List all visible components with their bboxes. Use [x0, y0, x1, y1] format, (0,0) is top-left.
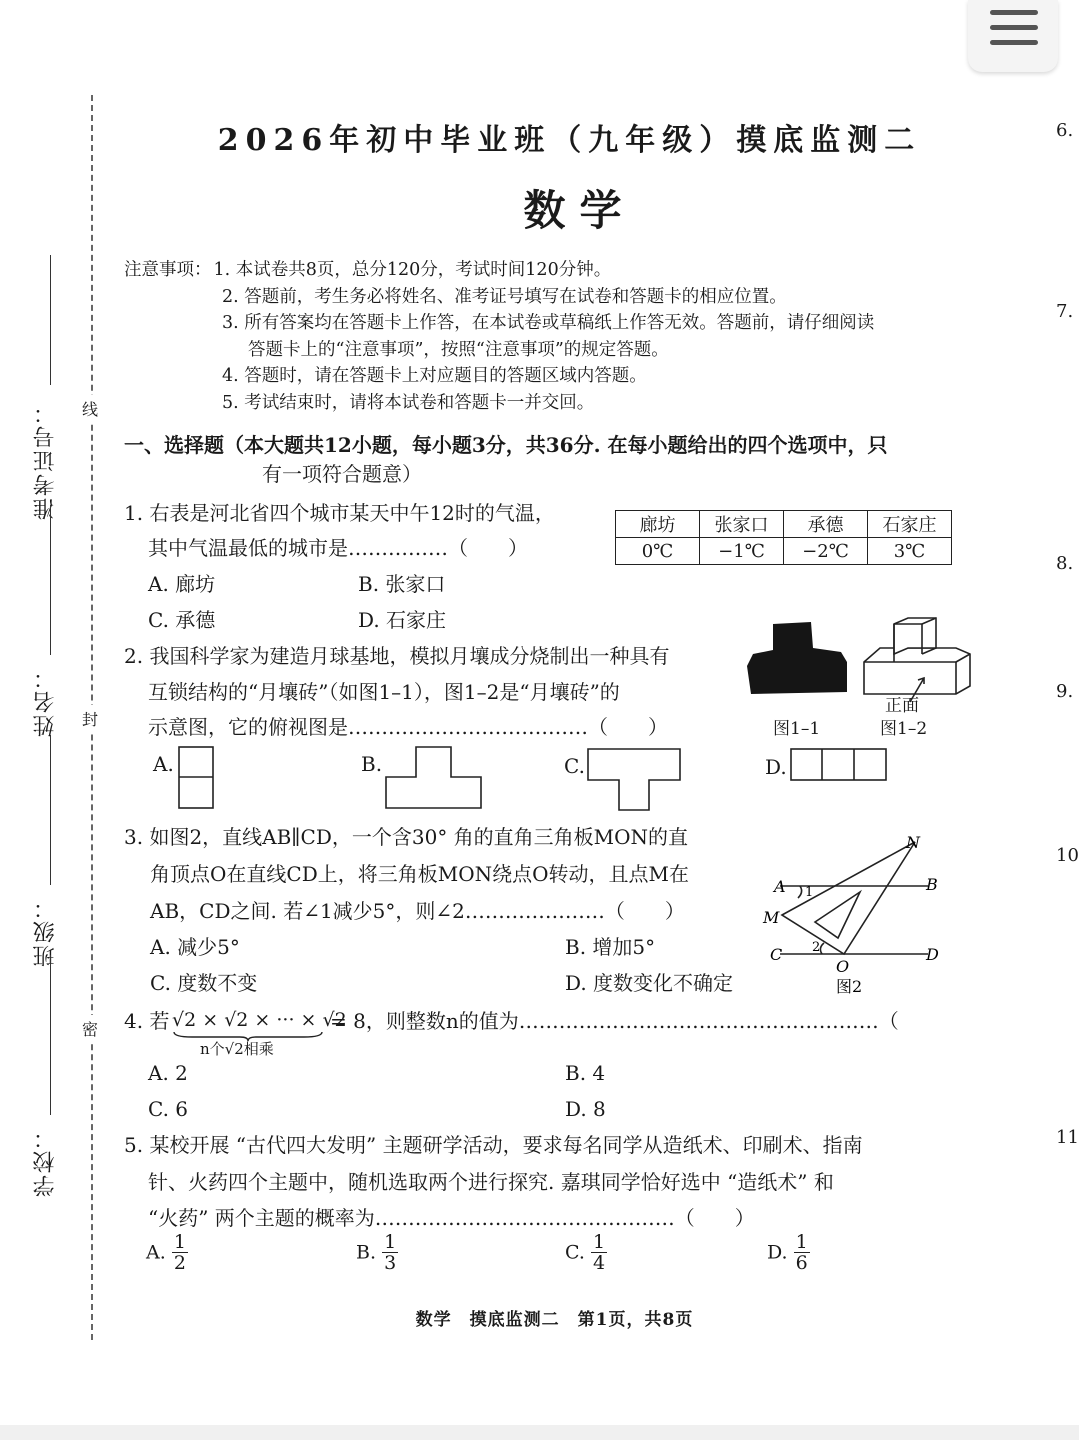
- next-page-number: 6.: [1056, 120, 1074, 141]
- next-page-number: 7.: [1056, 301, 1074, 322]
- binding-label-exam-id: 准考证号：: [33, 400, 58, 520]
- q4-equation: = 8，则整数n的值为………………………………………………（: [330, 1009, 899, 1033]
- angle-label: 2: [812, 940, 821, 955]
- note-item: 3. 所有答案均在答题卡上作答，在本试卷或草稿纸上作答无效。答题前，请仔细阅读: [222, 313, 875, 333]
- binding-rule: [50, 955, 51, 1115]
- point-label: O: [836, 957, 850, 976]
- q1-stem: 其中气温最低的城市是……………（ ）: [148, 536, 528, 560]
- next-page-number: 11: [1056, 1127, 1079, 1148]
- subject-title: 数学: [523, 186, 636, 235]
- q5-option-c: [565, 1232, 607, 1273]
- q4-option-b: B. 4: [565, 1061, 606, 1085]
- fig-1-1-caption: 图1–1: [773, 719, 821, 739]
- q5-stem: “火药” 两个主题的概率为………………………………………（ ）: [148, 1206, 755, 1230]
- q1-option-c: C. 承德: [148, 608, 216, 632]
- fig-1-2-caption: 图1–2: [880, 719, 928, 739]
- menu-bar: [990, 40, 1038, 45]
- point-label: C: [770, 945, 783, 964]
- table-cell: −2℃: [784, 538, 868, 565]
- temperature-table: [615, 510, 952, 565]
- q4-option-a: A. 2: [148, 1061, 188, 1085]
- q2-option-a-figure: [178, 746, 216, 810]
- menu-bar: [990, 25, 1038, 30]
- q4-prefix: 4. 若: [124, 1009, 170, 1033]
- note-item: 2. 答题前，考生务必将姓名、准考证号填写在试卷和答题卡的相应位置。: [222, 286, 787, 307]
- menu-bar: [990, 10, 1038, 15]
- section-heading: 一、选择题（本大题共12小题，每小题3分，共36分. 在每小题给出的四个选项中，只: [124, 433, 888, 457]
- note-item: 1. 本试卷共8页，总分120分，考试时间120分钟。: [213, 260, 612, 280]
- seal-mark: 密: [82, 1015, 98, 1042]
- denominator: 4: [592, 1252, 606, 1274]
- point-label: D: [926, 945, 939, 964]
- figure-caption: 图2: [836, 977, 863, 996]
- seal-mark: 线: [82, 395, 98, 422]
- note-item: 答题卡上的“注意事项”，按照“注意事项”的规定答题。: [248, 339, 669, 360]
- table-header: 承德: [784, 511, 868, 538]
- q1-option-a: A. 廊坊: [148, 572, 216, 596]
- binding-label-name: 姓名：: [33, 665, 58, 737]
- q2-option-c-figure: [587, 748, 683, 812]
- front-label: 正面: [885, 696, 919, 716]
- q1-option-d: D. 石家庄: [358, 608, 447, 632]
- point-label: B: [926, 875, 938, 894]
- q2-stem: 示意图，它的俯视图是………………………………（ ）: [148, 715, 668, 739]
- binding-rule: [50, 505, 51, 655]
- moon-brick-diagram: [860, 614, 972, 704]
- numerator: 1: [592, 1231, 606, 1253]
- q2-stem: 2. 我国科学家为建造月球基地，模拟月壤成分烧制出一种具有: [124, 644, 670, 668]
- next-page-number: 9.: [1056, 681, 1074, 702]
- binding-label-school: 学校：: [33, 1125, 58, 1197]
- q5-option-a: [146, 1232, 188, 1273]
- q5-option-d: [767, 1232, 810, 1273]
- table-header: 廊坊: [616, 511, 700, 538]
- q3-option-a: A. 减少5°: [150, 935, 240, 959]
- q2-option-d: D.: [765, 755, 787, 779]
- binding-rule: [50, 735, 51, 885]
- note-item: 5. 考试结束时，请将本试卷和答题卡一并交回。: [222, 392, 595, 413]
- q5-stem: 5. 某校开展 “古代四大发明” 主题研学活动，要求每名同学从造纸术、印刷术、指南: [124, 1133, 863, 1157]
- fraction: [172, 1232, 188, 1273]
- q4-underbrace-label: n个√2相乘: [200, 1040, 274, 1058]
- page-footer: 数学 摸底监测二 第1页，共8页: [415, 1310, 694, 1330]
- notes-prefix: 注意事项：: [124, 260, 212, 280]
- q4-expression: √2 × √2 × ··· × √2: [172, 1009, 347, 1031]
- point-label: N: [906, 833, 920, 852]
- bottom-bar: [0, 1425, 1079, 1440]
- section-heading-cont: 有一项符合题意）: [262, 462, 422, 486]
- menu-button[interactable]: [968, 0, 1058, 72]
- point-label: A: [774, 877, 786, 896]
- q3-stem: AB，CD之间. 若∠1减少5°，则∠2…………………（ ）: [150, 899, 685, 923]
- fraction: [794, 1232, 810, 1273]
- exam-title: 2026年初中毕业班（九年级）摸底监测二: [217, 123, 922, 158]
- numerator: 1: [384, 1231, 397, 1253]
- option-letter: A.: [146, 1241, 166, 1264]
- denominator: 3: [384, 1252, 397, 1274]
- q4-option-c: C. 6: [148, 1097, 189, 1121]
- denominator: 6: [795, 1252, 808, 1274]
- option-letter: B.: [356, 1241, 377, 1264]
- q2-option-b-figure: [385, 746, 483, 810]
- q1-option-b: B. 张家口: [358, 572, 446, 596]
- q3-stem: 3. 如图2，直线AB∥CD，一个含30° 角的直角三角板MON的直: [124, 825, 689, 849]
- point-label: M: [763, 908, 780, 927]
- next-page-number: 8.: [1056, 553, 1074, 574]
- angle-label: 1: [805, 885, 814, 900]
- option-letter: C.: [565, 1241, 585, 1264]
- q3-stem: 角顶点O在直线CD上，将三角板MON绕点O转动，且点M在: [150, 862, 689, 886]
- q1-stem: 1. 右表是河北省四个城市某天中午12时的气温，: [124, 501, 555, 525]
- q3-option-d: D. 度数变化不确定: [565, 971, 734, 995]
- fraction: [382, 1232, 398, 1273]
- q5-stem: 针、火药四个主题中，随机选取两个进行探究. 嘉琪同学恰好选中 “造纸术” 和: [148, 1170, 834, 1194]
- next-page-number: 10: [1056, 845, 1079, 866]
- table-header: 石家庄: [868, 511, 952, 538]
- q2-option-b: B.: [361, 752, 383, 776]
- q5-option-b: [356, 1232, 398, 1273]
- option-letter: D.: [767, 1241, 788, 1264]
- q2-option-c: C.: [564, 754, 585, 778]
- denominator: 2: [173, 1252, 186, 1274]
- q3-option-b: B. 增加5°: [565, 935, 656, 959]
- q2-option-a: A.: [153, 752, 174, 776]
- numerator: 1: [173, 1231, 186, 1253]
- binding-label-class: 班级：: [33, 895, 58, 967]
- seal-mark: 封: [82, 705, 98, 732]
- binding-rule: [50, 255, 51, 385]
- table-cell: 0℃: [616, 538, 700, 565]
- table-header: 张家口: [700, 511, 784, 538]
- table-cell: 3℃: [868, 538, 952, 565]
- q2-option-d-figure: [790, 748, 888, 782]
- table-cell: −1℃: [700, 538, 784, 565]
- figure-2-diagram: [760, 830, 950, 1000]
- note-item: 4. 答题时，请在答题卡上对应题目的答题区域内答题。: [222, 366, 647, 386]
- q3-option-c: C. 度数不变: [150, 971, 258, 995]
- q2-stem: 互锁结构的“月壤砖”（如图1–1），图1–2是“月壤砖”的: [148, 680, 620, 704]
- q4-option-d: D. 8: [565, 1097, 606, 1121]
- notes-block: [124, 257, 874, 416]
- fraction: [591, 1232, 607, 1273]
- numerator: 1: [795, 1231, 808, 1253]
- moon-brick-photo: [743, 618, 853, 698]
